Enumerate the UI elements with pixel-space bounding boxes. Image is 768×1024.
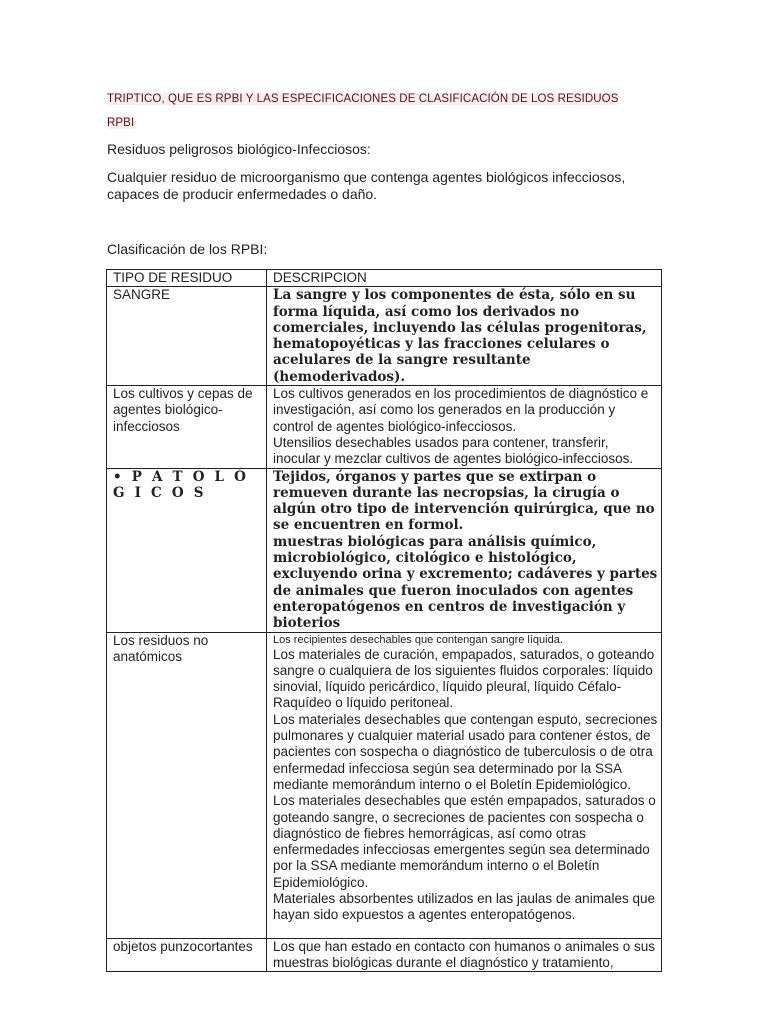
classification-table bbox=[106, 269, 662, 972]
description-text: Los materiales de curación, empapados, saturados, o goteando sangre o cualquiera de los siguientes fluidos corporales: líquido sinovial, líquido pericárdico, líquido pleural, líquido Céfalo-Raquídeo o líquido peritoneal. bbox=[273, 646, 655, 711]
cell-descripcion bbox=[267, 386, 662, 468]
classification-label: Clasificación de los RPBI: bbox=[107, 241, 268, 257]
description-text: Los recipientes desechables que contengan sangre líquida. bbox=[273, 633, 563, 646]
definition-paragraph: Cualquier residuo de microorganismo que contenga agentes biológicos infecciosos, capaces de producir enfermedades o daño. bbox=[107, 169, 626, 202]
cell-descripcion bbox=[267, 468, 662, 632]
cell-descripcion bbox=[267, 632, 662, 938]
description-text: La sangre y los componentes de ésta, sólo en su forma líquida, así como los derivados no comerciales, incluyendo las células progenitoras, hematopoyéticas y las fracciones celulares o acelulares de la sangre resultante (hemoderivados). bbox=[273, 287, 647, 385]
cell-tipo: SANGRE bbox=[107, 287, 267, 386]
description-text: muestras biológicas para análisis químico, microbiológico, citológico e histológico, excluyendo orina y excremento; cadáveres y partes de animales que fueron inoculados con agentes enteropatógenos en centros de investigación y bioterios bbox=[273, 533, 658, 632]
description-text: Materiales absorbentes utilizados en las jaulas de animales que hayan sido expuestos a agentes enteropatógenos. bbox=[273, 890, 655, 923]
table-row bbox=[107, 386, 662, 468]
header-tipo: TIPO DE RESIDUO bbox=[107, 270, 267, 287]
cell-tipo: Los residuos no anatómicos bbox=[107, 632, 267, 938]
description-text: Los cultivos generados en los procedimientos de diagnóstico e investigación, así como los generados en la producción y control de agentes biológico-infecciosos. bbox=[273, 386, 649, 434]
table-row bbox=[107, 938, 662, 972]
table-header-row bbox=[107, 270, 662, 287]
table-row bbox=[107, 287, 662, 386]
document-title: TRIPTICO, QUE ES RPBI Y LAS ESPECIFICACIONES DE CLASIFICACIÓN DE LOS RESIDUOS bbox=[107, 93, 619, 105]
cell-tipo: objetos punzocortantes bbox=[107, 938, 267, 972]
cell-tipo: Los cultivos y cepas de agentes biológico-infecciosos bbox=[107, 386, 267, 468]
document-title-continuation: RPBI bbox=[107, 117, 135, 129]
cell-tipo: • P A T O L Ó G I C O S bbox=[107, 468, 267, 632]
description-text: Los materiales desechables que contengan esputo, secreciones pulmonares y cualquier material usado para contener éstos, de pacientes con sospecha o diagnóstico de tuberculosis o de otra enfermedad infecciosa según sea determinado por la SSA mediante memorándum interno o el Boletín Epidemiológico. bbox=[273, 711, 658, 792]
cell-descripcion bbox=[267, 287, 662, 386]
table-row bbox=[107, 632, 662, 938]
header-descripcion: DESCRIPCION bbox=[267, 270, 662, 287]
description-text: Los materiales desechables que estén empapados, saturados o goteando sangre, o secreciones de pacientes con sospecha o diagnóstico de fiebres hemorrágicas, así como otras enfermedades infecciosas emergentes según sea determinado por la SSA mediante memorándum interno o el Boletín Epidemiológico. bbox=[273, 793, 656, 890]
cell-descripcion bbox=[267, 938, 662, 972]
description-text: Utensilios desechables usados para contener, transferir, inocular y mezclar cultivos de agentes biológico-infecciosos. bbox=[273, 434, 634, 467]
description-text: Los que han estado en contacto con humanos o animales o sus muestras biológicas durante el diagnóstico y tratamiento, bbox=[273, 938, 656, 970]
section-heading: Residuos peligrosos biológico-Infecciosos: bbox=[107, 141, 371, 157]
description-text: Tejidos, órganos y partes que se extirpan o remueven durante las necropsias, la cirugía o algún otro tipo de intervención quirúrgica, que no se encuentren en formol. bbox=[273, 468, 655, 534]
table-row bbox=[107, 468, 662, 632]
